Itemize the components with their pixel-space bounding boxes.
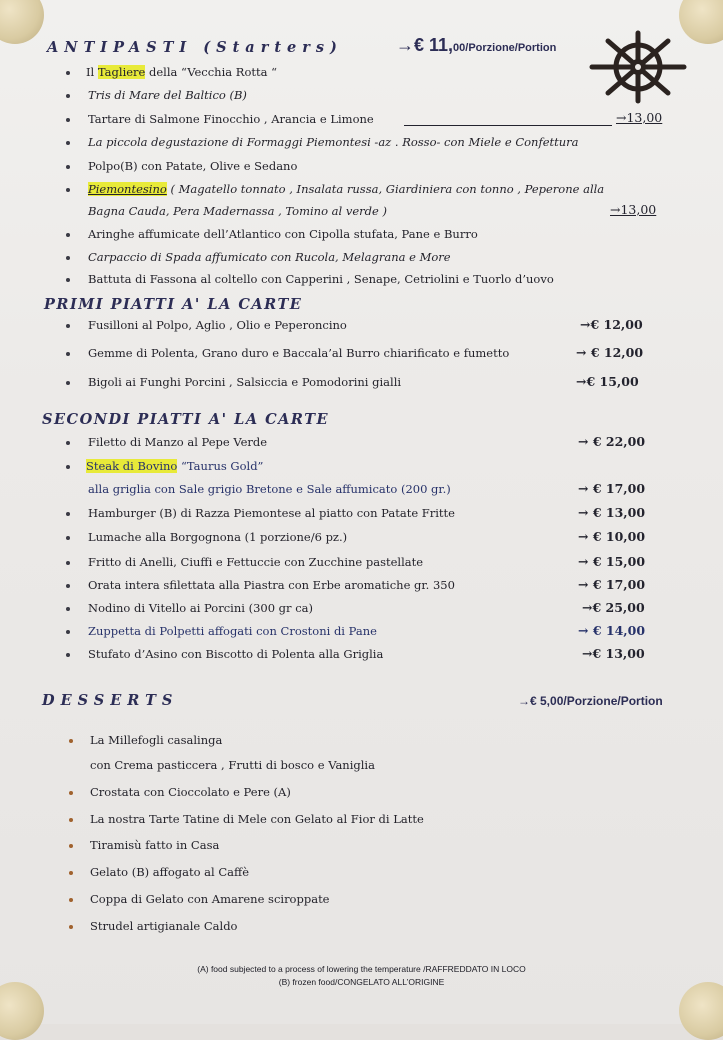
bullet <box>69 871 73 875</box>
primi-item-1-price: →€ 12,00 <box>580 317 643 332</box>
bullet <box>66 278 70 282</box>
bullet <box>69 844 73 848</box>
dessert-item-3: La nostra Tarte Tatine di Mele con Gelato al Fior di Latte <box>90 812 424 826</box>
primi-item-2-price: → € 12,00 <box>576 345 644 360</box>
bullet <box>66 441 70 445</box>
bullet <box>66 94 70 98</box>
bullet <box>69 925 73 929</box>
dessert-item-2: Crostata con Cioccolato e Pere (A) <box>90 785 291 799</box>
primi-item-3-price: →€ 15,00 <box>576 374 639 389</box>
antipasti-item-5: Polpo(B) con Patate, Olive e Sedano <box>88 159 298 173</box>
secondi-item-8: Zuppetta di Polpetti affogati con Crostoni di Pane <box>88 624 377 638</box>
antipasti-item-6-line2: Bagna Cauda, Pera Madernassa , Tomino al verde ) <box>88 204 387 218</box>
antipasti-price: →€ 11,00/Porzione/Portion <box>396 35 557 55</box>
bullet <box>66 165 70 169</box>
bullet <box>66 653 70 657</box>
secondi-item-6-price: → € 17,00 <box>578 577 646 592</box>
bullet <box>66 256 70 260</box>
ship-wheel-icon <box>588 30 688 104</box>
antipasti-item-3-price: →13,00 <box>616 110 663 125</box>
bullet <box>66 233 70 237</box>
antipasti-item-1: Il Tagliere della “Vecchia Rotta “ <box>86 65 277 79</box>
secondi-item-1-price: → € 22,00 <box>578 434 646 449</box>
footnote-a: (A) food subjected to a process of lowering the temperature /RAFFREDDATO IN LOCO <box>197 964 526 974</box>
primi-item-2: Gemme di Polenta, Grano duro e Baccala’al Burro chiarificato e fumetto <box>88 346 510 360</box>
antipasti-item-4: La piccola degustazione di Formaggi Piemontesi -az . Rosso- con Miele e Confettura <box>88 135 579 149</box>
bullet <box>69 791 73 795</box>
bullet <box>66 381 70 385</box>
antipasti-item-2: Tris di Mare del Baltico (B) <box>88 88 247 102</box>
secondi-item-8-price: → € 14,00 <box>578 623 646 638</box>
bullet <box>66 630 70 634</box>
dessert-item-6: Coppa di Gelato con Amarene sciroppate <box>90 892 330 906</box>
antipasti-item-6: Piemontesino ( Magatello tonnato , Insalata russa, Giardiniera con tonno , Peperone alla <box>88 182 605 196</box>
secondi-item-4-price: → € 10,00 <box>578 529 646 544</box>
secondi-item-1: Filetto di Manzo al Pepe Verde <box>88 435 268 449</box>
antipasti-item-6-price: →13,00 <box>610 202 657 217</box>
bullet <box>66 352 70 356</box>
bullet <box>66 188 70 192</box>
secondi-item-4: Lumache alla Borgognona (1 porzione/6 pz.) <box>88 530 348 544</box>
pushpin <box>0 0 44 44</box>
secondi-item-3-price: → € 13,00 <box>578 505 646 520</box>
pushpin <box>0 982 44 1040</box>
primi-item-3: Bigoli ai Funghi Porcini , Salsiccia e Pomodorini gialli <box>88 375 402 389</box>
bullet <box>66 118 70 122</box>
secondi-item-3: Hamburger (B) di Razza Piemontese al piatto con Patate Fritte <box>88 506 455 520</box>
secondi-item-2-line2: alla griglia con Sale grigio Bretone e Sale affumicato (200 gr.) <box>88 482 451 496</box>
primi-title: PRIMI PIATTI A' LA CARTE <box>44 296 303 313</box>
bullet <box>69 739 73 743</box>
secondi-item-2-price: → € 17,00 <box>578 481 646 496</box>
antipasti-item-8: Carpaccio di Spada affumicato con Rucola, Melagrana e More <box>88 250 451 264</box>
secondi-item-2: Steak di Bovino “Taurus Gold” <box>86 459 264 473</box>
secondi-item-5-price: → € 15,00 <box>578 554 646 569</box>
antipasti-item-3: Tartare di Salmone Finocchio , Arancia e Limone <box>88 112 374 126</box>
bullet <box>66 561 70 565</box>
dessert-item-1-line2: con Crema pasticcera , Frutti di bosco e Vaniglia <box>90 758 375 772</box>
bullet <box>66 71 70 75</box>
price-leader-line <box>404 125 612 126</box>
bullet <box>66 512 70 516</box>
footnote-b: (B) frozen food/CONGELATO ALL’ORIGINE <box>278 977 445 987</box>
bullet <box>69 818 73 822</box>
secondi-item-9-price: →€ 13,00 <box>582 646 645 661</box>
antipasti-item-7: Aringhe affumicate dell’Atlantico con Cipolla stufata, Pane e Burro <box>88 227 478 241</box>
secondi-title: SECONDI PIATTI A' LA CARTE <box>42 411 330 428</box>
secondi-item-5: Fritto di Anelli, Ciuffi e Fettuccie con Zucchine pastellate <box>88 555 424 569</box>
dessert-item-7: Strudel artigianale Caldo <box>90 919 238 933</box>
dessert-item-1: La Millefogli casalinga <box>90 733 223 747</box>
secondi-item-7: Nodino di Vitello ai Porcini (300 gr ca) <box>88 601 313 615</box>
bullet <box>66 141 70 145</box>
pushpin <box>679 982 723 1040</box>
primi-item-1: Fusilloni al Polpo, Aglio , Olio e Peperoncino <box>88 318 347 332</box>
bullet <box>66 536 70 540</box>
bullet <box>66 607 70 611</box>
bullet <box>66 324 70 328</box>
desserts-price: →€ 5,00/Porzione/Portion <box>518 694 663 708</box>
secondi-item-9: Stufato d’Asino con Biscotto di Polenta alla Griglia <box>88 647 384 661</box>
antipasti-title: ANTIPASTI (Starters) <box>47 39 343 56</box>
secondi-item-7-price: →€ 25,00 <box>582 600 645 615</box>
dessert-item-5: Gelato (B) affogato al Caffè <box>90 865 249 879</box>
desserts-title: DESSERTS <box>42 692 179 709</box>
antipasti-item-9: Battuta di Fassona al coltello con Capperini , Senape, Cetriolini e Tuorlo d’uovo <box>88 272 554 286</box>
bullet <box>69 898 73 902</box>
secondi-item-6: Orata intera sfilettata alla Piastra con Erbe aromatiche gr. 350 <box>88 578 455 592</box>
bullet <box>66 584 70 588</box>
bullet <box>66 465 70 469</box>
dessert-item-4: Tiramisù fatto in Casa <box>90 838 220 852</box>
